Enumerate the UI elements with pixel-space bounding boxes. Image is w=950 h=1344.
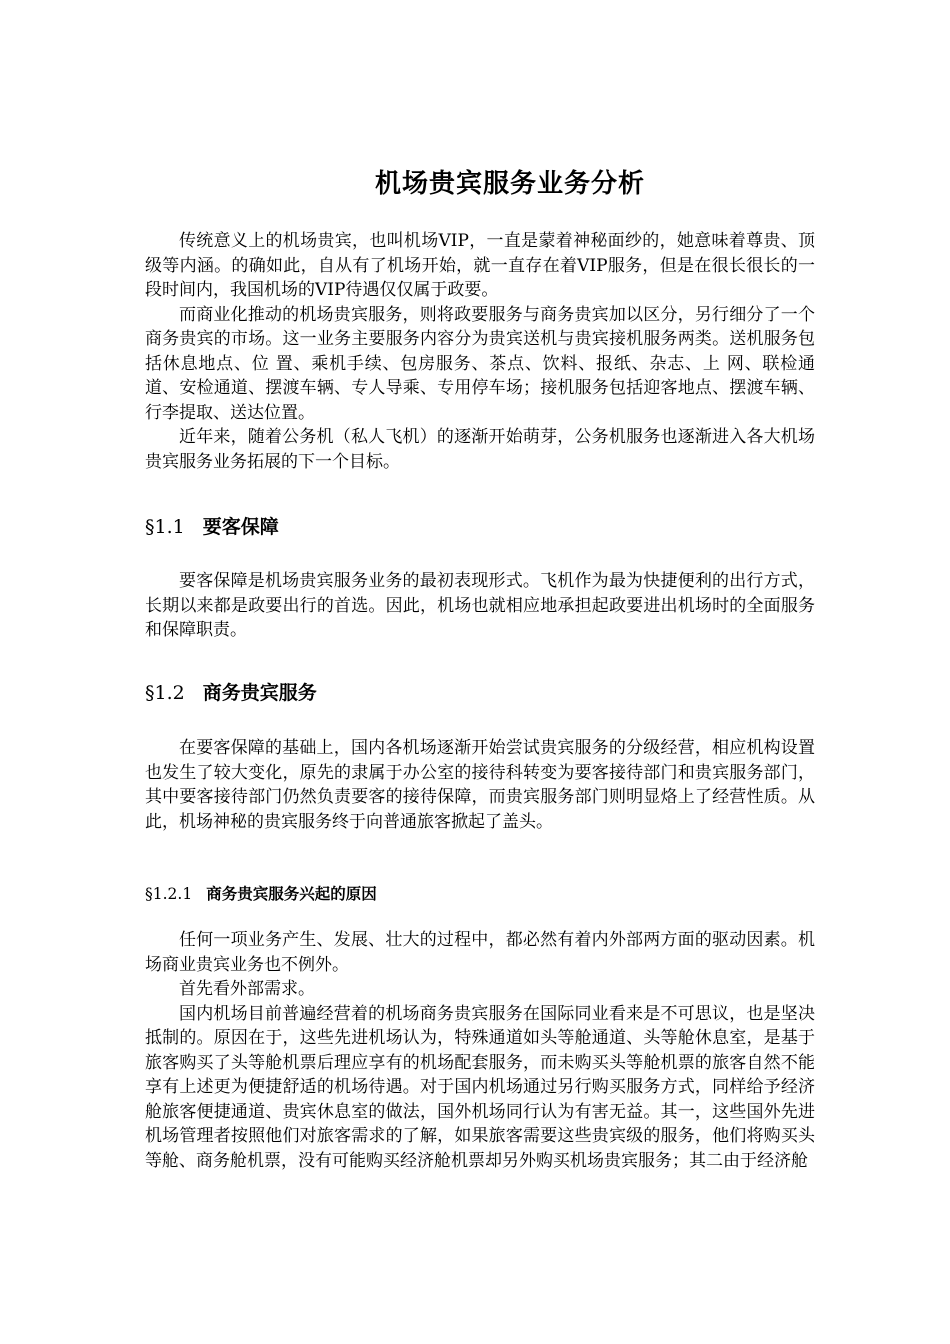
section-number: §1.2 [145,682,185,704]
intro-paragraph-1: 传统意义上的机场贵宾，也叫机场VIP，一直是蒙着神秘面纱的，她意味着尊贵、顶级等内涵。的确如此，自从有了机场开始，就一直存在着VIP服务，但是在很长很长的一段时间内，我国机场的VIP待遇仅仅属于政要。 [145,231,815,300]
section-1-2-heading [145,678,317,705]
paragraph: 首先看外部需求。 [179,979,315,999]
paragraph: 要客保障是机场贵宾服务业务的最初表现形式。飞机作为最为快捷便利的出行方式，长期以来都是政要出行的首选。因此，机场也就相应地承担起政要进出机场时的全面服务和保障职责。 [145,571,815,640]
document-title: 机场贵宾服务业务分析 [374,169,645,199]
section-number: §1.1 [145,516,185,538]
section-title: 要客保障 [202,516,279,538]
section-title: 商务贵宾服务兴起的原因 [206,884,377,903]
section-1-2-body [145,736,815,834]
paragraph: 国内机场目前普遍经营着的机场商务贵宾服务在国际同业看来是不可思议，也是坚决抵制的。原因在于，这些先进机场认为，特殊通道如头等舱通道、头等舱休息室，是基于旅客购买了头等舱机票后理应享有的机场配套服务，而未购买头等舱机票的旅客自然不能享有上述更为便捷舒适的机场待遇。对于国内机场通过另行购买服务方式，同样给予经济舱旅客便捷通道、贵宾休息室的做法，国外机场同行认为有害无益。其一，这些国外先进机场管理者按照他们对旅客需求的了解，如果旅客需要这些贵宾级的服务，他们将购买头等舱、商务舱机票，没有可能购买经济舱机票却另外购买机场贵宾服务；其二由于经济舱 [145,1003,815,1171]
intro-paragraph-3: 近年来，随着公务机（私人飞机）的逐渐开始萌芽，公务机服务也逐渐进入各大机场贵宾服务业务拓展的下一个目标。 [145,427,815,472]
section-1-2-1-heading [145,882,377,904]
section-number: §1.2.1 [145,885,193,903]
section-title: 商务贵宾服务 [202,682,317,704]
section-1-1-heading [145,512,279,539]
section-1-1-body [145,569,815,643]
paragraph: 任何一项业务产生、发展、壮大的过程中，都必然有着内外部两方面的驱动因素。机场商业贵宾业务也不例外。 [145,930,815,975]
section-1-2-1-body [145,928,815,1173]
intro-paragraph-2: 而商业化推动的机场贵宾服务，则将政要服务与商务贵宾加以区分，另行细分了一个商务贵宾的市场。这一业务主要服务内容分为贵宾送机与贵宾接机服务两类。送机服务包括休息地点、位 置、乘机手续、包房服务、茶点、饮料、报纸、杂志、上 网、联检通道、安检通道、摆渡车辆、专人导乘、专用停车场；接机服务包括迎客地点、摆渡车辆、行李提取、送达位置。 [145,304,815,423]
intro-section [145,229,815,474]
paragraph: 在要客保障的基础上，国内各机场逐渐开始尝试贵宾服务的分级经营，相应机构设置也发生了较大变化，原先的隶属于办公室的接待科转变为要客接待部门和贵宾服务部门，其中要客接待部门仍然负责要客的接待保障，而贵宾服务部门则明显烙上了经营性质。从此，机场神秘的贵宾服务终于向普通旅客掀起了盖头。 [145,738,815,832]
